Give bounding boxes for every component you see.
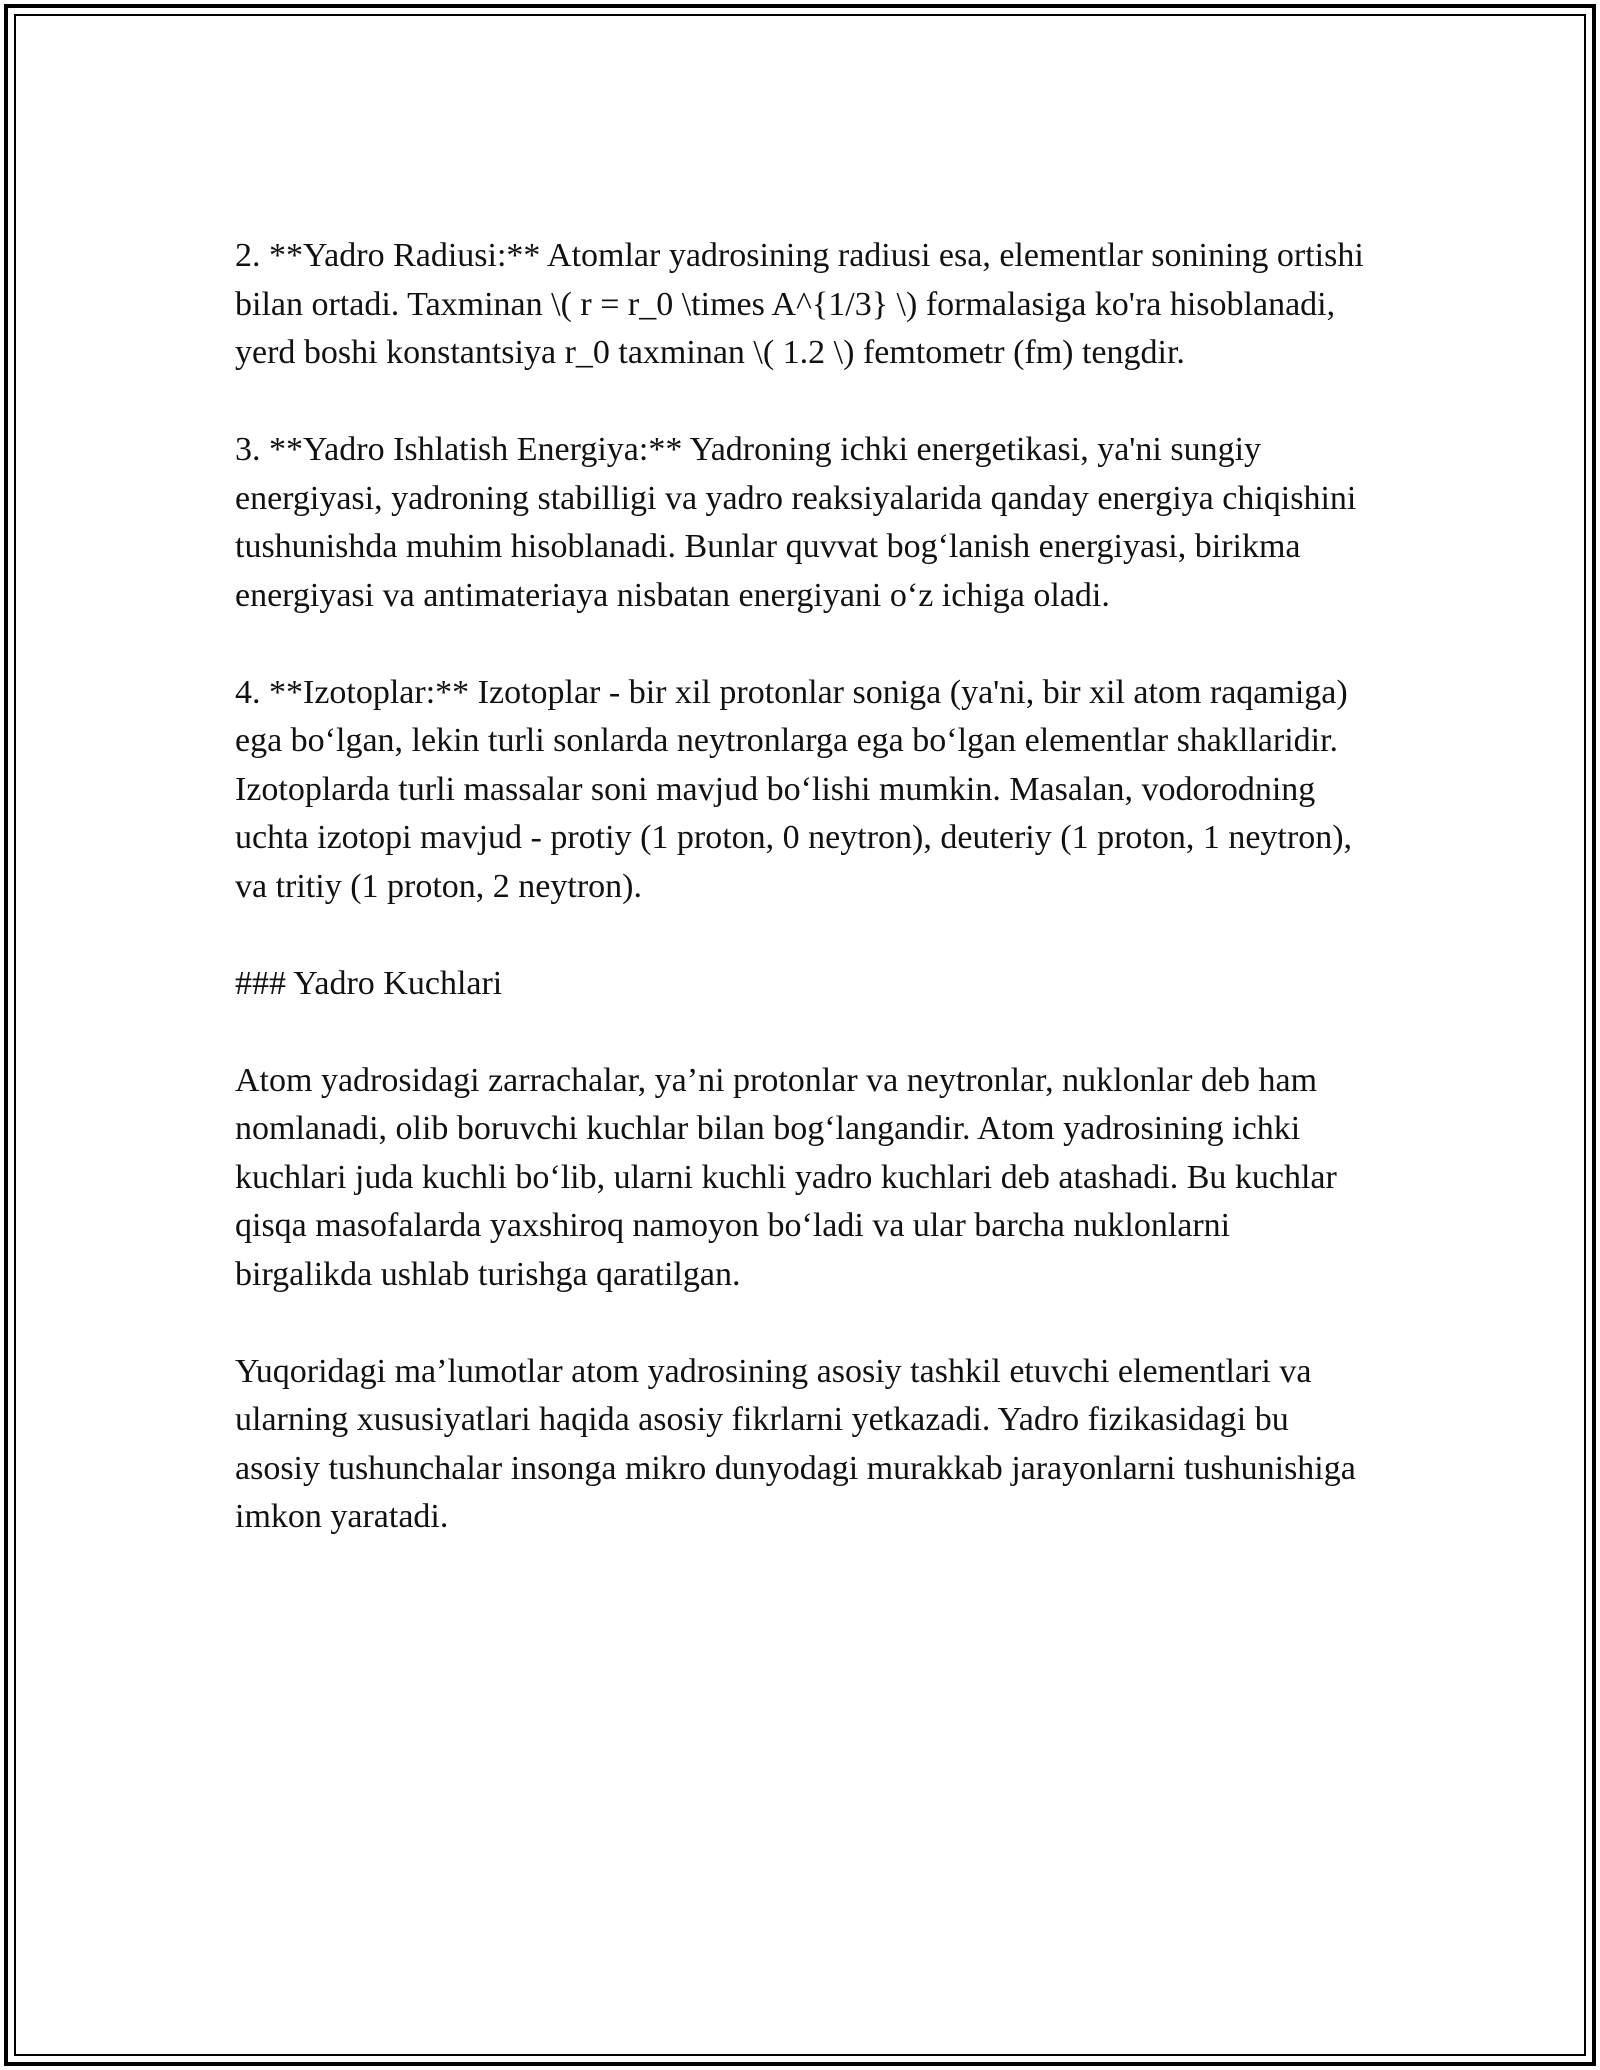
paragraph-yadro-energiya: 3. **Yadro Ishlatish Energiya:** Yadroning ichki energetikasi, ya'ni sungiy energiyasi, yadroning stabilligi va yadro reaksiyalarida qanday energiya chiqishini tushunishda muhim hisoblanadi. Bunlar quvvat bog‘lanish energiyasi, birikma energiyasi va antimateriaya nisbatan energiyani o‘z ichiga oladi. [235, 431, 1357, 614]
paragraph-yadro-kuchlari: Atom yadrosidagi zarrachalar, ya’ni protonlar va neytronlar, nuklonlar deb ham nomlanadi, olib boruvchi kuchlar bilan bog‘langandir. Atom yadrosining ichki kuchlari juda kuchli bo‘lib, ularni kuchli yadro kuchlari deb atashadi. Bu kuchlar qisqa masofalarda yaxshiroq namoyon bo‘ladi va ular barcha nuklonlarni birgalikda ushlab turishga qaratilgan. [235, 1061, 1337, 1293]
paragraph-conclusion: Yuqoridagi ma’lumotlar atom yadrosining asosiy tashkil etuvchi elementlari va ularning xususiyatlari haqida asosiy fikrlarni yetkazadi. Yadro fizikasidagi bu asosiy tushunchalar insonga mikro dunyodagi murakkab jarayonlarni tushunishiga imkon yaratadi. [235, 1352, 1356, 1535]
paragraph-izotoplar: 4. **Izotoplar:** Izotoplar - bir xil protonlar soniga (ya'ni, bir xil atom raqamiga) ega bo‘lgan, lekin turli sonlarda neytronlarga ega bo‘lgan elementlar shakllaridir. Izotoplarda turli massalar soni mavjud bo‘lishi mumkin. Masalan, vodorodning uchta izotopi mavjud - protiy (1 proton, 0 neytron), deuteriy (1 proton, 1 neytron), va tritiy (1 proton, 2 neytron). [235, 673, 1353, 905]
document-body [235, 232, 1365, 1542]
paragraph-yadro-radiusi: 2. **Yadro Radiusi:** Atomlar yadrosining radiusi esa, elementlar sonining ortishi bilan ortadi. Taxminan \( r = r_0 \times A^{1/3} \) formalasiga ko'ra hisoblanadi, yerd boshi konstantsiya r_0 taxminan \( 1.2 \) femtometr (fm) tengdir. [235, 237, 1364, 371]
section-heading-yadro-kuchlari: ### Yadro Kuchlari [235, 964, 503, 1002]
